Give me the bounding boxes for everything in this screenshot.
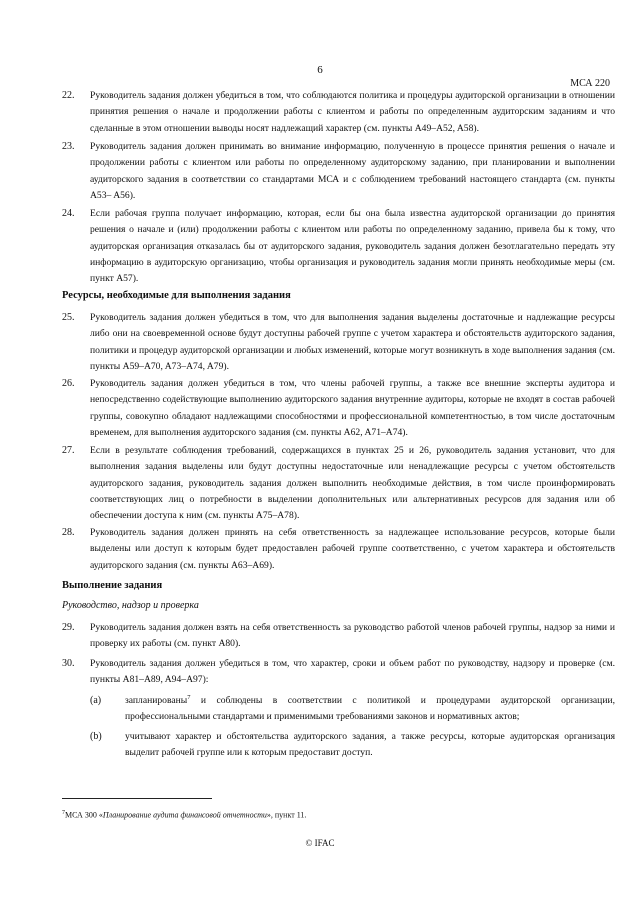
- footnote-number: 7: [62, 810, 65, 816]
- paragraph-number: 29.: [62, 622, 75, 633]
- paragraph-number: 22.: [62, 90, 75, 101]
- subsection-heading-direction: Руководство, надзор и проверка: [62, 600, 199, 611]
- copyright-footer: © IFAC: [305, 838, 335, 848]
- subitem-text-after: и соблюдены в соответствии с политикой и процедурами аудиторской организации, профессиональными стандартами и применимыми требованиями законов и нормативных актов;: [125, 695, 615, 723]
- paragraph-27: [62, 443, 615, 524]
- footnote-suffix: », пункт 11.: [266, 810, 307, 820]
- page-number: 6: [317, 64, 323, 76]
- paragraph-24: [62, 206, 615, 287]
- subitem-b: [90, 729, 615, 762]
- paragraph-number: 27.: [62, 445, 75, 456]
- paragraph-number: 30.: [62, 658, 75, 669]
- paragraph-number: 28.: [62, 527, 75, 538]
- paragraph-text: Руководитель задания должен взять на себя ответственность за руководство работой членов рабочей группы, надзор за ними и проверку их работы (см. пункт A80).: [90, 622, 615, 650]
- paragraph-text: Руководитель задания должен принять на себя ответственность за надлежащее использование ресурсов, которые были выделены или доступ к которым будет предоставлен рабочей группе соответственно, с учетом характера и обстоятельств аудиторского задания (см. пункты A63–A69).: [90, 527, 615, 571]
- paragraph-29: [62, 620, 615, 653]
- section-heading-performance: Выполнение задания: [62, 580, 163, 591]
- footnote-title: Планирование аудита финансовой отчетности: [102, 810, 267, 820]
- paragraph-26: [62, 376, 615, 441]
- paragraph-text: Руководитель задания должен убедиться в том, что для выполнения задания выделены достаточные и надлежащие ресурсы либо они на своевременной основе будут доступны рабочей группе с учетом характера и обстоятельств аудиторского задания, политики и процедур аудиторской организации и любых изменений, которые могут возникнуть в ходе выполнения задания (см. пункты A59–A70, A73–A74, A79).: [90, 312, 615, 372]
- paragraph-number: 26.: [62, 378, 75, 389]
- section-heading-resources: Ресурсы, необходимые для выполнения задания: [62, 290, 291, 301]
- subitem-text: [125, 693, 615, 726]
- paragraph-text: Если рабочая группа получает информацию, которая, если бы она была известна аудиторской организации до принятия решения о начале и (или) продолжении работы с клиентом или работы по определенному заданию, привела бы к тому, что аудиторская организация отказалась бы от аудиторского задания, руководитель задания должен безотлагательно передать эту информацию в аудиторскую организацию, чтобы организация и руководитель задания могли принять необходимые меры (см. пункт A57).: [90, 208, 615, 285]
- subitem-a: [90, 693, 615, 726]
- subitem-text: учитывают характер и обстоятельства аудиторского задания, а также ресурсы, которые аудиторская организация выделит рабочей группе или к которым предоставит доступ.: [125, 731, 615, 759]
- paragraph-text: Руководитель задания должен убедиться в том, что характер, сроки и объем работ по руководству, надзору и проверке (см. пункты A81–A89, A94–A97):: [90, 658, 615, 686]
- subitem-label: (b): [90, 731, 102, 742]
- standard-reference: МСА 220: [570, 78, 610, 89]
- footnote-prefix: МСА 300 «: [65, 810, 103, 820]
- paragraph-text: Руководитель задания должен принимать во внимание информацию, полученную в процессе принятия решения о начале и продолжении работы с клиентом или работы по определенному аудиторскому заданию, при планировании и выполнении аудиторского задания в соответствии со стандартами МСА и с соблюдением требований настоящего стандарта (см. пункты A53– A56).: [90, 141, 615, 201]
- footnote: [62, 810, 306, 820]
- paragraph-23: [62, 139, 615, 204]
- paragraph-number: 25.: [62, 312, 75, 323]
- paragraph-28: [62, 525, 615, 574]
- paragraph-30: [62, 656, 615, 689]
- paragraph-22: [62, 88, 615, 137]
- paragraph-25: [62, 310, 615, 375]
- paragraph-text: Руководитель задания должен убедиться в том, что соблюдаются политика и процедуры аудиторской организации в отношении принятия решения о начале и продолжении работы с клиентом и работы по определенным аудиторским заданиям и что сделанные в этом отношении выводы носят надлежащий характер (см. пункты A49–A52, A58).: [90, 90, 615, 134]
- footnote-divider: [62, 798, 212, 799]
- paragraph-number: 24.: [62, 208, 75, 219]
- subitem-text-before: запланированы: [125, 695, 188, 706]
- subitem-label: (a): [90, 695, 102, 706]
- footnote-reference[interactable]: 7: [187, 693, 191, 701]
- paragraph-number: 23.: [62, 141, 75, 152]
- paragraph-text: Если в результате соблюдения требований, содержащихся в пунктах 25 и 26, руководитель задания установит, что для выполнения задания выделены или будут доступны недостаточные или ненадлежащие ресурсы с учетом обстоятельств аудиторского задания, руководитель задания должен выполнить необходимые действия, в том числе проинформировать соответствующих лиц о потребности в выделении дополнительных или альтернативных ресурсов для задания или об обеспечении доступа к ним (см. пункты A75–A78).: [90, 445, 615, 522]
- paragraph-text: Руководитель задания должен убедиться в том, что члены рабочей группы, а также все внешние эксперты аудитора и непосредственно содействующие выполнению аудиторского задания внутренние аудиторы, которые не входят в состав рабочей группы, совокупно обладают надлежащими способностями и профессиональной компетентностью, в том числе достаточным временем, для выполнения аудиторского задания (см. пункты A62, A71–A74).: [90, 378, 615, 438]
